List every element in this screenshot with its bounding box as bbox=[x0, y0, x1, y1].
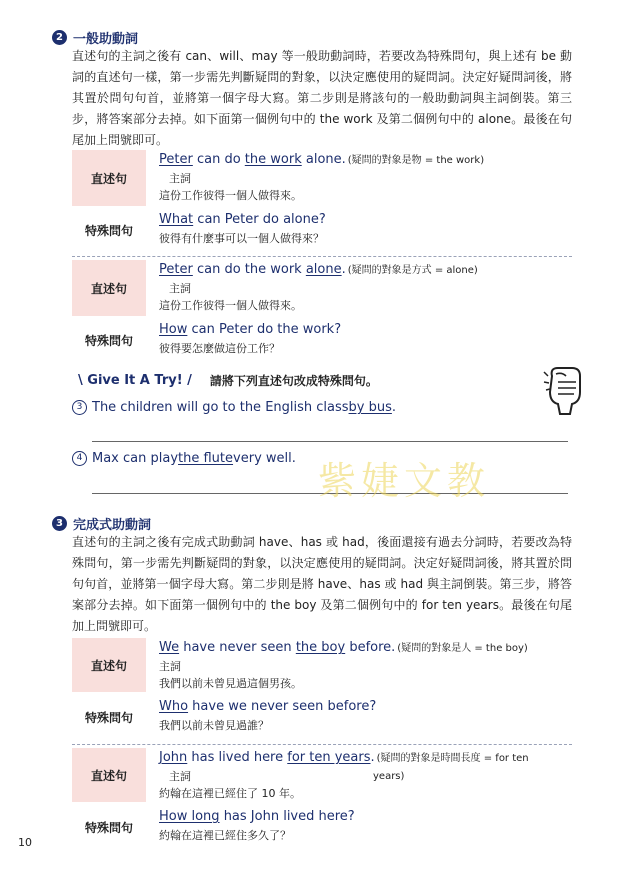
section-3-heading bbox=[52, 514, 151, 533]
section-2-heading bbox=[52, 28, 138, 47]
subject-tag: 主詞 bbox=[169, 282, 191, 295]
question-sentence: How long has John lived here? bbox=[159, 809, 355, 824]
give-it-a-try-heading bbox=[78, 372, 378, 389]
divider bbox=[72, 256, 572, 257]
statement-label: 直述句 bbox=[72, 150, 146, 206]
section-3-number: 3 bbox=[52, 516, 67, 531]
section-2-number: 2 bbox=[52, 30, 67, 45]
section-2-paragraph: 直述句的主詞之後有 can、will、may 等一般助動詞時，若要改為特殊問句，與上述有 be 動詞的直述句一樣，第一步需先判斷疑問的對象，以決定應使用的疑問詞。決定好疑問詞後，將其置於問句句首，並將第一個字母大寫。第二步則是將該句的一般助動詞與主詞倒裝。第三步，將答案部分去掉。如下面第一個例句中的 the work 及第二個例句中的 alone。最後在句尾加上問號即可。 bbox=[72, 49, 572, 147]
question-label: 特殊問句 bbox=[84, 820, 133, 835]
subject-tag: 主詞 bbox=[159, 660, 181, 673]
question-sentence: What can Peter do alone? bbox=[159, 212, 326, 227]
exercise-question-3: 3 The children will go to the English class by bus . bbox=[72, 400, 396, 415]
fist-icon bbox=[540, 362, 586, 418]
try-title: \ Give It A Try! / bbox=[78, 373, 192, 388]
question-sentence: Who have we never seen before? bbox=[159, 699, 377, 714]
section-2-title: 一般助動詞 bbox=[73, 32, 139, 47]
statement-label: 直述句 bbox=[72, 748, 146, 802]
question-target-note: (疑問的對象是物 = the work) bbox=[347, 155, 485, 166]
statement-translation: 這份工作彼得一個人做得來。 bbox=[159, 299, 302, 312]
question-target-note: (疑問的對象是時間長度 = for ten bbox=[376, 753, 529, 764]
statement-label: 直述句 bbox=[72, 638, 146, 692]
subject-tag-row bbox=[159, 769, 572, 785]
question-translation: 彼得要怎麼做這份工作？ bbox=[159, 342, 280, 355]
divider bbox=[72, 744, 572, 745]
question-label: 特殊問句 bbox=[84, 710, 133, 725]
statement-sentence: John has lived here for ten years. (疑問的對象是時間長度 = for ten bbox=[159, 750, 529, 765]
question-target-note: (疑問的對象是方式 = alone) bbox=[347, 265, 478, 276]
question-target-note-cont: years) bbox=[373, 771, 405, 782]
statement-translation: 我們以前未曾見過這個男孩。 bbox=[159, 677, 302, 690]
try-instruction: 請將下列直述句改成特殊問句。 bbox=[209, 374, 378, 388]
question-label: 特殊問句 bbox=[84, 223, 133, 238]
exercise-question-4: 4 Max can play the flute very well. bbox=[72, 451, 296, 466]
question-target-note: (疑問的對象是人 = the boy) bbox=[397, 643, 528, 654]
statement-sentence: Peter can do the work alone. (疑問的對象是物 = the work) bbox=[159, 152, 485, 167]
example-block-2 bbox=[72, 260, 572, 360]
example-block-1 bbox=[72, 150, 572, 250]
subject-tag: 主詞 bbox=[169, 172, 191, 185]
answer-line-3[interactable] bbox=[92, 441, 568, 442]
statement-sentence: Peter can do the work alone. (疑問的對象是方式 = alone) bbox=[159, 262, 478, 277]
section-3-paragraph: 直述句的主詞之後有完成式助動詞 have、has 或 had，後面還接有過去分詞時，若要改為特殊問句，第一步需先判斷疑問的對象，以決定應使用的疑問詞。決定好疑問詞後，將其置於問句句首，並將第一個字母大寫。第二步則是將 have、has 或 had 與主詞倒裝。第三步，將答案部分去掉。如下面第一個例句中的 the boy 及第二個例句中的 for ten years。最後在句尾加上問號即可。 bbox=[72, 535, 572, 633]
question-translation: 彼得有什麼事可以一個人做得來？ bbox=[159, 232, 324, 245]
question-translation: 約翰在這裡已經住多久了？ bbox=[159, 829, 291, 842]
watermark: 紫婕文教 bbox=[318, 459, 491, 503]
subject-tag: 主詞 bbox=[169, 770, 191, 783]
statement-label: 直述句 bbox=[72, 260, 146, 316]
page-number: 10 bbox=[18, 836, 32, 849]
example-block-3 bbox=[72, 638, 572, 737]
question-sentence: How can Peter do the work? bbox=[159, 322, 342, 337]
example-block-4 bbox=[72, 748, 572, 847]
statement-sentence: We have never seen the boy before. (疑問的對象是人 = the boy) bbox=[159, 640, 528, 655]
statement-translation: 約翰在這裡已經住了 10 年。 bbox=[159, 787, 301, 800]
statement-translation: 這份工作彼得一個人做得來。 bbox=[159, 189, 302, 202]
section-3-title: 完成式助動詞 bbox=[73, 518, 152, 533]
question-label: 特殊問句 bbox=[84, 333, 133, 348]
question-translation: 我們以前未曾見過誰？ bbox=[159, 719, 269, 732]
